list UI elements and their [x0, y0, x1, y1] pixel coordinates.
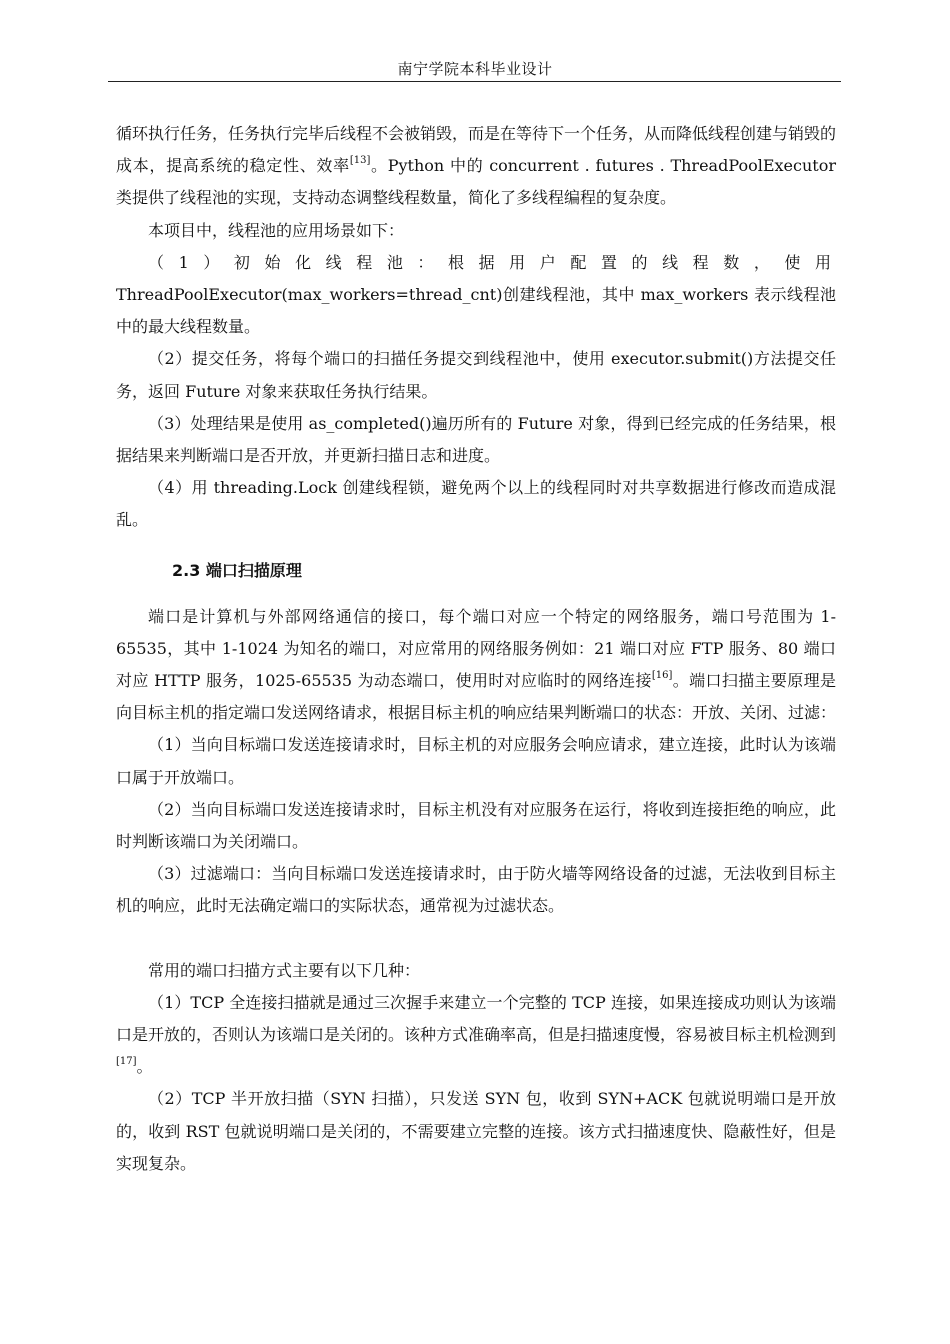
header-rule [108, 81, 841, 82]
citation-13: [13] [349, 155, 371, 167]
document-body [116, 118, 836, 1180]
paragraph-port-intro [116, 601, 836, 730]
section-heading: 2.3 端口扫描原理 [172, 560, 302, 580]
port-state-closed: （2）当向目标端口发送连接请求时，目标主机没有对应服务在运行，将收到连接拒绝的响应，此时判断该端口为关闭端口。 [116, 799, 836, 852]
list-item-1-body: ThreadPoolExecutor(max_workers=thread_cnt)创建线程池，其中 max_workers 表示线程池中的最大线程数量。 [116, 285, 836, 337]
paragraph-text-tail: 。端口扫描主要原理是向目标主机的指定端口发送网络请求，根据目标主机的响应结果判断端口的状态：开放、关闭、过滤： [116, 671, 837, 723]
paragraph-text-tail: 。Python 中的 concurrent . futures . ThreadPoolExecutor 类提供了线程池的实现，支持动态调整线程数量，简化了多线程编程的复杂度。 [116, 156, 836, 208]
paragraph-text: （1）TCP 全连接扫描就是通过三次握手来建立一个完整的 TCP 连接，如果连接成功则认为该端口是开放的，否则认为该端口是关闭的。该种方式准确率高，但是扫描速度慢，容易被目标主机检测到 [116, 992, 837, 1045]
citation-16: [16] [651, 670, 673, 682]
paragraph-thread-pool [116, 118, 836, 215]
port-state-open: （1）当向目标端口发送连接请求时，目标主机的对应服务会响应请求，建立连接，此时认为该端口属于开放端口。 [116, 735, 836, 787]
paragraph-text-tail: 。 [136, 1057, 153, 1077]
list-item-1-head: （1）初始化线程池：根据用户配置的线程数，使用 [148, 252, 836, 272]
citation-17: [17] [116, 1056, 137, 1068]
paragraph-methods-intro: 常用的端口扫描方式主要有以下几种： [148, 960, 421, 980]
method-tcp-connect [116, 987, 836, 1084]
blank-line [116, 923, 836, 955]
list-item-3: （3）处理结果是使用 as_completed()遍历所有的 Future 对象，得到已经完成的任务结果，根据结果来判断端口是否开放，并更新扫描日志和进度。 [116, 413, 836, 466]
list-item-2: （2）提交任务，将每个端口的扫描任务提交到线程池中，使用 executor.submit()方法提交任务，返回 Future 对象来获取任务执行结果。 [116, 349, 836, 401]
paragraph-text: 循环执行任务，任务执行完毕后线程不会被销毁，而是在等待下一个任务，从而降低线程创建与销毁的成本，提高系统的稳定性、效率 [116, 124, 837, 176]
method-syn-scan: （2）TCP 半开放扫描（SYN 扫描），只发送 SYN 包，收到 SYN+ACK 包就说明端口是开放的，收到 RST 包就说明端口是关闭的，不需要建立完整的连接。该方式扫描速度快、隐蔽性好，但是实现复杂。 [116, 1089, 836, 1173]
paragraph-text: 端口是计算机与外部网络通信的接口，每个端口对应一个特定的网络服务，端口号范围为 1-65535，其中 1-1024 为知名的端口，对应常用的网络服务例如：21 端口对应 FTP 服务、80 端口对应 HTTP 服务，1025-65535 为动态端口，使用时对应临时的网络连接 [116, 606, 836, 691]
page-header: 南宁学院本科毕业设计 [397, 60, 553, 78]
port-state-filtered: （3）过滤端口：当向目标端口发送连接请求时，由于防火墙等网络设备的过滤，无法收到目标主机的响应，此时无法确定端口的实际状态，通常视为过滤状态。 [116, 864, 836, 916]
list-item-4: （4）用 threading.Lock 创建线程锁，避免两个以上的线程同时对共享数据进行修改而造成混乱。 [116, 478, 836, 530]
paragraph-intro: 本项目中，线程池的应用场景如下： [148, 220, 405, 240]
